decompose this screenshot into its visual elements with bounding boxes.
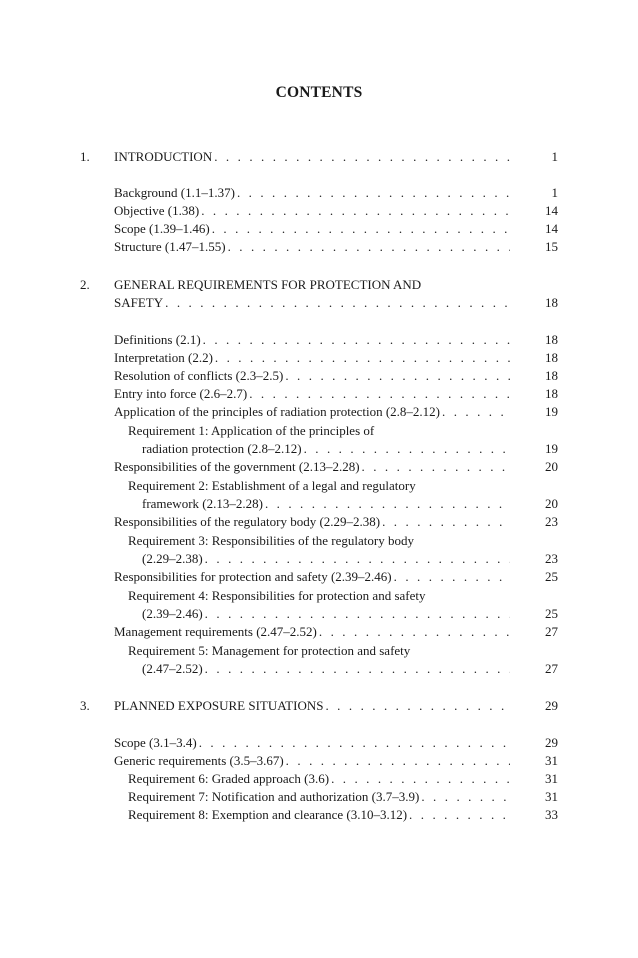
toc-page-number: 31 (545, 753, 558, 768)
toc-entry[interactable] (114, 403, 558, 421)
dot-leader (203, 331, 510, 349)
toc-entry-title: Generic requirements (3.5–3.67) (114, 753, 284, 768)
toc-entry-title: Management requirements (2.47–2.52) (114, 624, 317, 639)
dot-leader (394, 568, 510, 586)
toc-entry-title: Scope (1.39–1.46) (114, 221, 210, 236)
dot-leader (212, 220, 510, 238)
toc-entry-title: framework (2.13–2.28) (142, 496, 263, 511)
toc-entry-title: SAFETY (114, 295, 164, 310)
dot-leader (362, 458, 510, 476)
toc-page-number: 31 (545, 789, 558, 804)
dot-leader (442, 403, 510, 421)
toc-entry-title: Definitions (2.1) (114, 332, 201, 347)
toc-page-number: 23 (545, 551, 558, 566)
toc-entry-requirement-line[interactable]: Requirement 3: Responsibilities of the regulatory body (128, 533, 414, 548)
dot-leader (409, 806, 510, 824)
toc-entry[interactable] (114, 331, 558, 349)
toc-entry[interactable] (114, 238, 558, 256)
toc-entry-requirement-line[interactable]: Requirement 2: Establishment of a legal and regulatory (128, 478, 416, 493)
toc-page-number: 18 (545, 350, 558, 365)
toc-page-number: 27 (545, 624, 558, 639)
toc-entry-title: Responsibilities of the regulatory body (2.29–2.38) (114, 514, 381, 529)
toc-entry[interactable] (128, 770, 558, 788)
toc-entry-title: Requirement 7: Notification and authorization (3.7–3.9) (128, 789, 420, 804)
toc-entry[interactable] (114, 623, 558, 641)
toc-page-number: 19 (545, 404, 558, 419)
toc-entry-title: INTRODUCTION (114, 149, 213, 164)
toc-entry-requirement-line[interactable]: Requirement 5: Management for protection and safety (128, 643, 411, 658)
page-title: CONTENTS (275, 84, 363, 101)
toc-entry-title: Interpretation (2.2) (114, 350, 213, 365)
toc-entry[interactable] (114, 220, 558, 238)
toc-page-number: 14 (545, 203, 558, 218)
toc-entry[interactable] (128, 788, 558, 806)
toc-entry-title: (2.47–2.52) (142, 661, 203, 676)
toc-entry-general-requirements[interactable] (114, 294, 558, 312)
toc-page-number: 18 (545, 295, 558, 310)
section-number: 1. (80, 149, 90, 164)
toc-page-number: 25 (545, 569, 558, 584)
toc-entry-title: Scope (3.1–3.4) (114, 735, 197, 750)
toc-entry-title: Requirement 6: Graded approach (3.6) (128, 771, 330, 786)
dot-leader (165, 294, 510, 312)
toc-page-number: 18 (545, 332, 558, 347)
toc-entry-requirement-line[interactable]: Requirement 4: Responsibilities for protection and safety (128, 588, 426, 603)
toc-entry-title: Requirement 8: Exemption and clearance (3.10–3.12) (128, 807, 408, 822)
toc-page-number: 14 (545, 221, 558, 236)
toc-entry[interactable] (114, 385, 558, 403)
toc-entry-planned-exposure[interactable] (114, 697, 558, 715)
toc-entry-title: Responsibilities of the government (2.13–2.28) (114, 459, 360, 474)
dot-leader (382, 513, 510, 531)
toc-entry[interactable] (114, 184, 558, 202)
toc-entry[interactable] (114, 734, 558, 752)
toc-page-number: 23 (545, 514, 558, 529)
dot-leader (215, 349, 510, 367)
toc-entry[interactable] (114, 367, 558, 385)
toc-page-number: 25 (545, 606, 558, 621)
toc-page-number: 1 (551, 149, 558, 164)
toc-page-number: 15 (545, 239, 558, 254)
toc-entry[interactable] (114, 568, 558, 586)
toc-entry-title: (2.29–2.38) (142, 551, 203, 566)
toc-entry-requirement-line[interactable]: Requirement 1: Application of the principles of (128, 423, 375, 438)
dot-leader (285, 367, 510, 385)
dot-leader (214, 148, 510, 166)
toc-entry-title: Structure (1.47–1.55) (114, 239, 226, 254)
toc-entry[interactable] (114, 458, 558, 476)
toc-page-number: 29 (545, 698, 558, 713)
toc-page-number: 20 (545, 496, 558, 511)
dot-leader (265, 495, 510, 513)
dot-leader (325, 697, 510, 715)
dot-leader (199, 734, 510, 752)
toc-page-number: 1 (551, 185, 558, 200)
toc-entry[interactable] (142, 440, 558, 458)
dot-leader (286, 752, 510, 770)
dot-leader (237, 184, 510, 202)
dot-leader (331, 770, 510, 788)
toc-entry[interactable] (142, 605, 558, 623)
toc-entry[interactable] (114, 513, 558, 531)
toc-entry-title: (2.39–2.46) (142, 606, 203, 621)
toc-page-number: 33 (545, 807, 558, 822)
section-heading-line[interactable]: GENERAL REQUIREMENTS FOR PROTECTION AND (114, 277, 422, 292)
toc-entry-title: Objective (1.38) (114, 203, 200, 218)
toc-page-number: 27 (545, 661, 558, 676)
dot-leader (205, 605, 510, 623)
toc-entry[interactable] (142, 660, 558, 678)
toc-page-number: 20 (545, 459, 558, 474)
toc-page-number: 18 (545, 386, 558, 401)
toc-page-number: 29 (545, 735, 558, 750)
toc-entry[interactable] (114, 752, 558, 770)
toc-entry[interactable] (142, 550, 558, 568)
toc-entry-title: Entry into force (2.6–2.7) (114, 386, 248, 401)
toc-entry-title: Application of the principles of radiation protection (2.8–2.12) (114, 404, 440, 419)
toc-page-number: 31 (545, 771, 558, 786)
toc-entry-title: PLANNED EXPOSURE SITUATIONS (114, 698, 324, 713)
dot-leader (205, 550, 510, 568)
toc-entry[interactable] (114, 349, 558, 367)
dot-leader (421, 788, 510, 806)
toc-page-number: 18 (545, 368, 558, 383)
toc-entry-title: Resolution of conflicts (2.3–2.5) (114, 368, 284, 383)
toc-entry-title: Background (1.1–1.37) (114, 185, 235, 200)
toc-entry[interactable] (114, 202, 558, 220)
dot-leader (205, 660, 510, 678)
section-number: 3. (80, 698, 90, 713)
dot-leader (228, 238, 510, 256)
dot-leader (304, 440, 510, 458)
toc-entry-title: Responsibilities for protection and safety (2.39–2.46) (114, 569, 392, 584)
section-number: 2. (80, 277, 90, 292)
toc-entry[interactable] (142, 495, 558, 513)
toc-entry-introduction[interactable] (114, 148, 558, 166)
toc-page-number: 19 (545, 441, 558, 456)
toc-entry[interactable] (128, 806, 558, 824)
toc-entry-title: radiation protection (2.8–2.12) (142, 441, 302, 456)
dot-leader (249, 385, 510, 403)
dot-leader (201, 202, 510, 220)
dot-leader (319, 623, 510, 641)
